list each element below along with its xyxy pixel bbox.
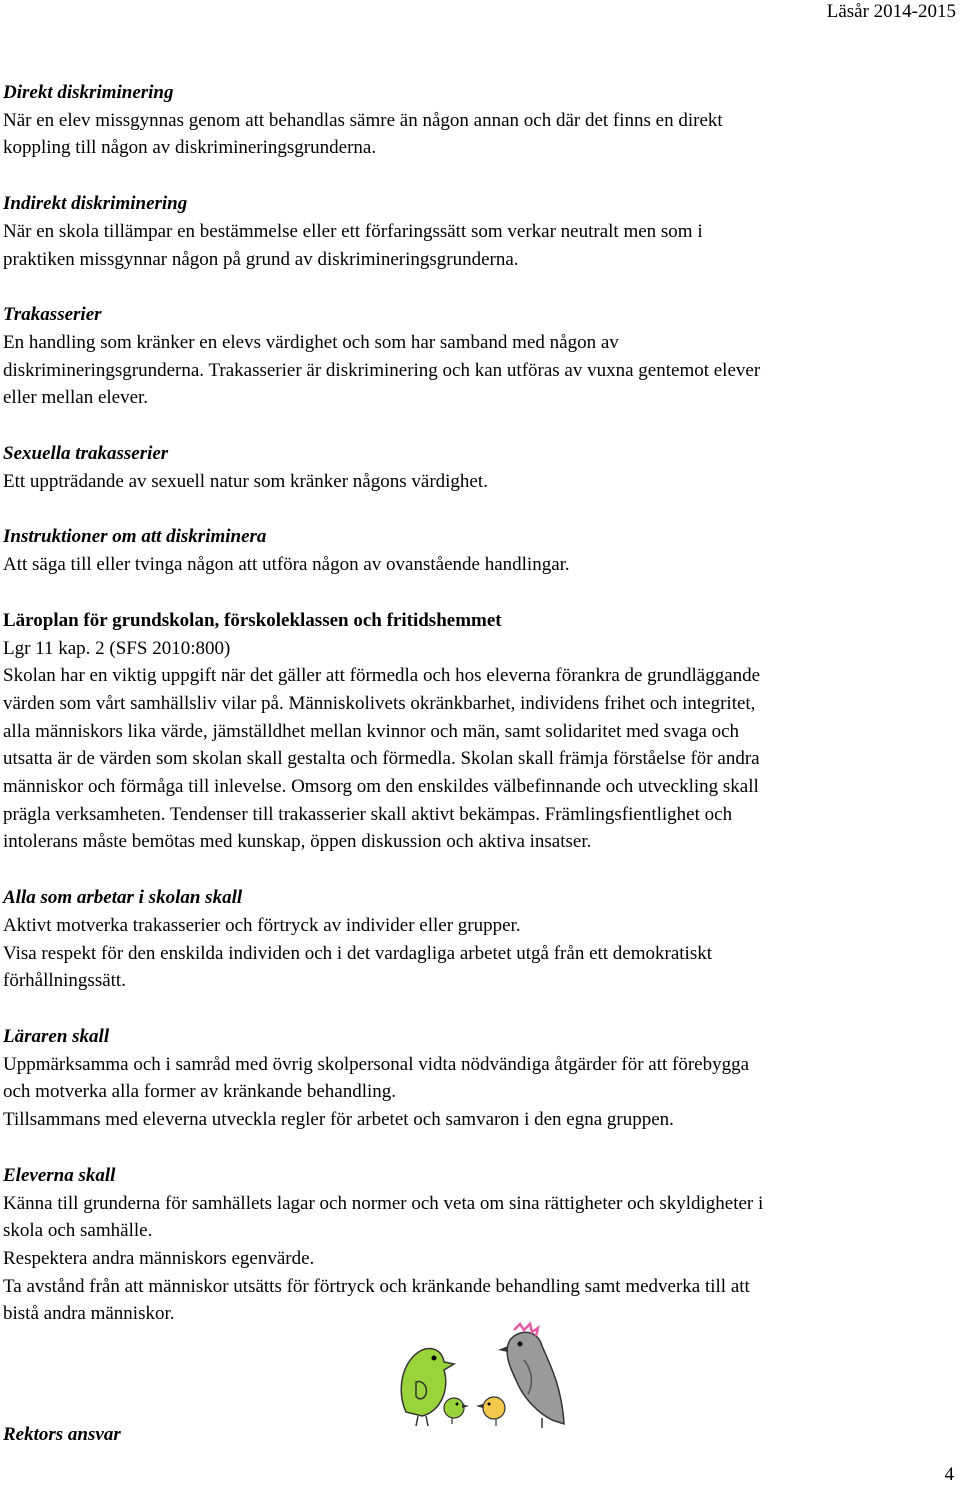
section-direkt-diskriminering	[3, 79, 957, 162]
section-text: värden som vårt samhällsliv vilar på. Människolivets okränkbarhet, individens frihet och integritet,	[3, 692, 756, 714]
section-title: Eleverna skall	[3, 1164, 116, 1186]
section-title: Läroplan för grundskolan, förskoleklassen och fritidshemmet	[3, 609, 502, 631]
section-text: Känna till grunderna för samhällets lagar och normer och veta om sina rättigheter och skyldigheter i	[3, 1192, 764, 1214]
section-text: eller mellan elever.	[3, 387, 149, 409]
yellow-bird-icon	[476, 1397, 505, 1426]
section-text: Ta avstånd från att människor utsätts för förtryck och kränkande behandling samt medverka till att	[3, 1275, 750, 1297]
section-text: Uppmärksamma och i samråd med övrig skolpersonal vidta nödvändiga åtgärder för att förebygga	[3, 1053, 750, 1075]
section-sexuella-trakasserier	[3, 440, 957, 495]
section-text: koppling till någon av diskrimineringsgrunderna.	[3, 137, 377, 159]
small-green-bird-icon	[444, 1398, 469, 1424]
section-title: Sexuella trakasserier	[3, 443, 169, 465]
section-indirekt-diskriminering	[3, 190, 957, 273]
section-title: Direkt diskriminering	[3, 82, 174, 103]
page-number: 4	[944, 1464, 954, 1485]
section-text: intolerans måste bemötas med kunskap, öppen diskussion och aktiva insatser.	[3, 831, 592, 853]
section-title: Instruktioner om att diskriminera	[3, 526, 267, 548]
section-text: Aktivt motverka trakasserier och förtryck av individer eller grupper.	[3, 914, 521, 936]
section-text: människor och förmåga till inlevelse. Omsorg om den enskildes välbefinnande och utveckling skall	[3, 776, 759, 798]
section-text: praktiken missgynnar någon på grund av diskrimineringsgrunderna.	[3, 248, 519, 270]
section-instruktioner	[3, 523, 957, 578]
section-eleverna-skall	[3, 1162, 957, 1328]
section-text: Lgr 11 kap. 2 (SFS 2010:800)	[3, 637, 231, 659]
section-laroplan	[3, 607, 957, 856]
section-text: När en skola tillämpar en bestämmelse eller ett förfaringssätt som verkar neutralt men som i	[3, 220, 703, 242]
section-text: diskrimineringsgrunderna. Trakasserier är diskriminering och kan utföras av vuxna gentemot elever	[3, 359, 761, 381]
section-lararen-skall	[3, 1023, 957, 1134]
section-text: Ett uppträdande av sexuell natur som kränker någons värdighet.	[3, 470, 488, 492]
section-text: När en elev missgynnas genom att behandlas sämre än någon annan och där det finns en direkt	[3, 109, 723, 131]
section-text: utsatta är de värden som skolan skall gestalta och förmedla. Skolan skall främja förståelse för andra	[3, 748, 760, 770]
section-text: En handling som kränker en elevs värdighet och som har samband med någon av	[3, 331, 619, 353]
document-body	[3, 79, 957, 1356]
birds-illustration	[392, 1320, 572, 1432]
section-text: Respektera andra människors egenvärde.	[3, 1247, 315, 1269]
section-text: Tillsammans med eleverna utveckla regler för arbetet och samvaron i den egna gruppen.	[3, 1109, 674, 1131]
school-year-header: Läsår 2014-2015	[826, 1, 956, 22]
section-text: Visa respekt för den enskilda individen och i det vardagliga arbetet utgå från ett demokratiskt	[3, 942, 713, 964]
section-alla-som-arbetar	[3, 884, 957, 995]
section-text: förhållningssätt.	[3, 970, 126, 992]
section-text: alla människors lika värde, jämställdhet mellan kvinnor och män, samt solidaritet med svaga och	[3, 720, 740, 742]
rektors-ansvar-heading: Rektors ansvar	[3, 1424, 121, 1445]
section-title: Läraren skall	[3, 1025, 110, 1047]
section-title: Trakasserier	[3, 304, 102, 326]
section-text: Skolan har en viktig uppgift när det gäller att förmedla och hos eleverna förankra de grundläggande	[3, 665, 761, 687]
section-text: och motverka alla former av kränkande behandling.	[3, 1081, 397, 1103]
section-title: Indirekt diskriminering	[3, 193, 188, 215]
gray-bird-icon	[498, 1324, 564, 1428]
section-text: bistå andra människor.	[3, 1303, 175, 1325]
section-title: Alla som arbetar i skolan skall	[3, 887, 243, 909]
section-text: prägla verksamheten. Tendenser till trakasserier skall aktivt bekämpas. Främlingsfientlighet och	[3, 803, 733, 825]
section-text: Att säga till eller tvinga någon att utföra någon av ovanstående handlingar.	[3, 554, 570, 576]
section-text: skola och samhälle.	[3, 1220, 153, 1242]
section-trakasserier	[3, 301, 957, 412]
